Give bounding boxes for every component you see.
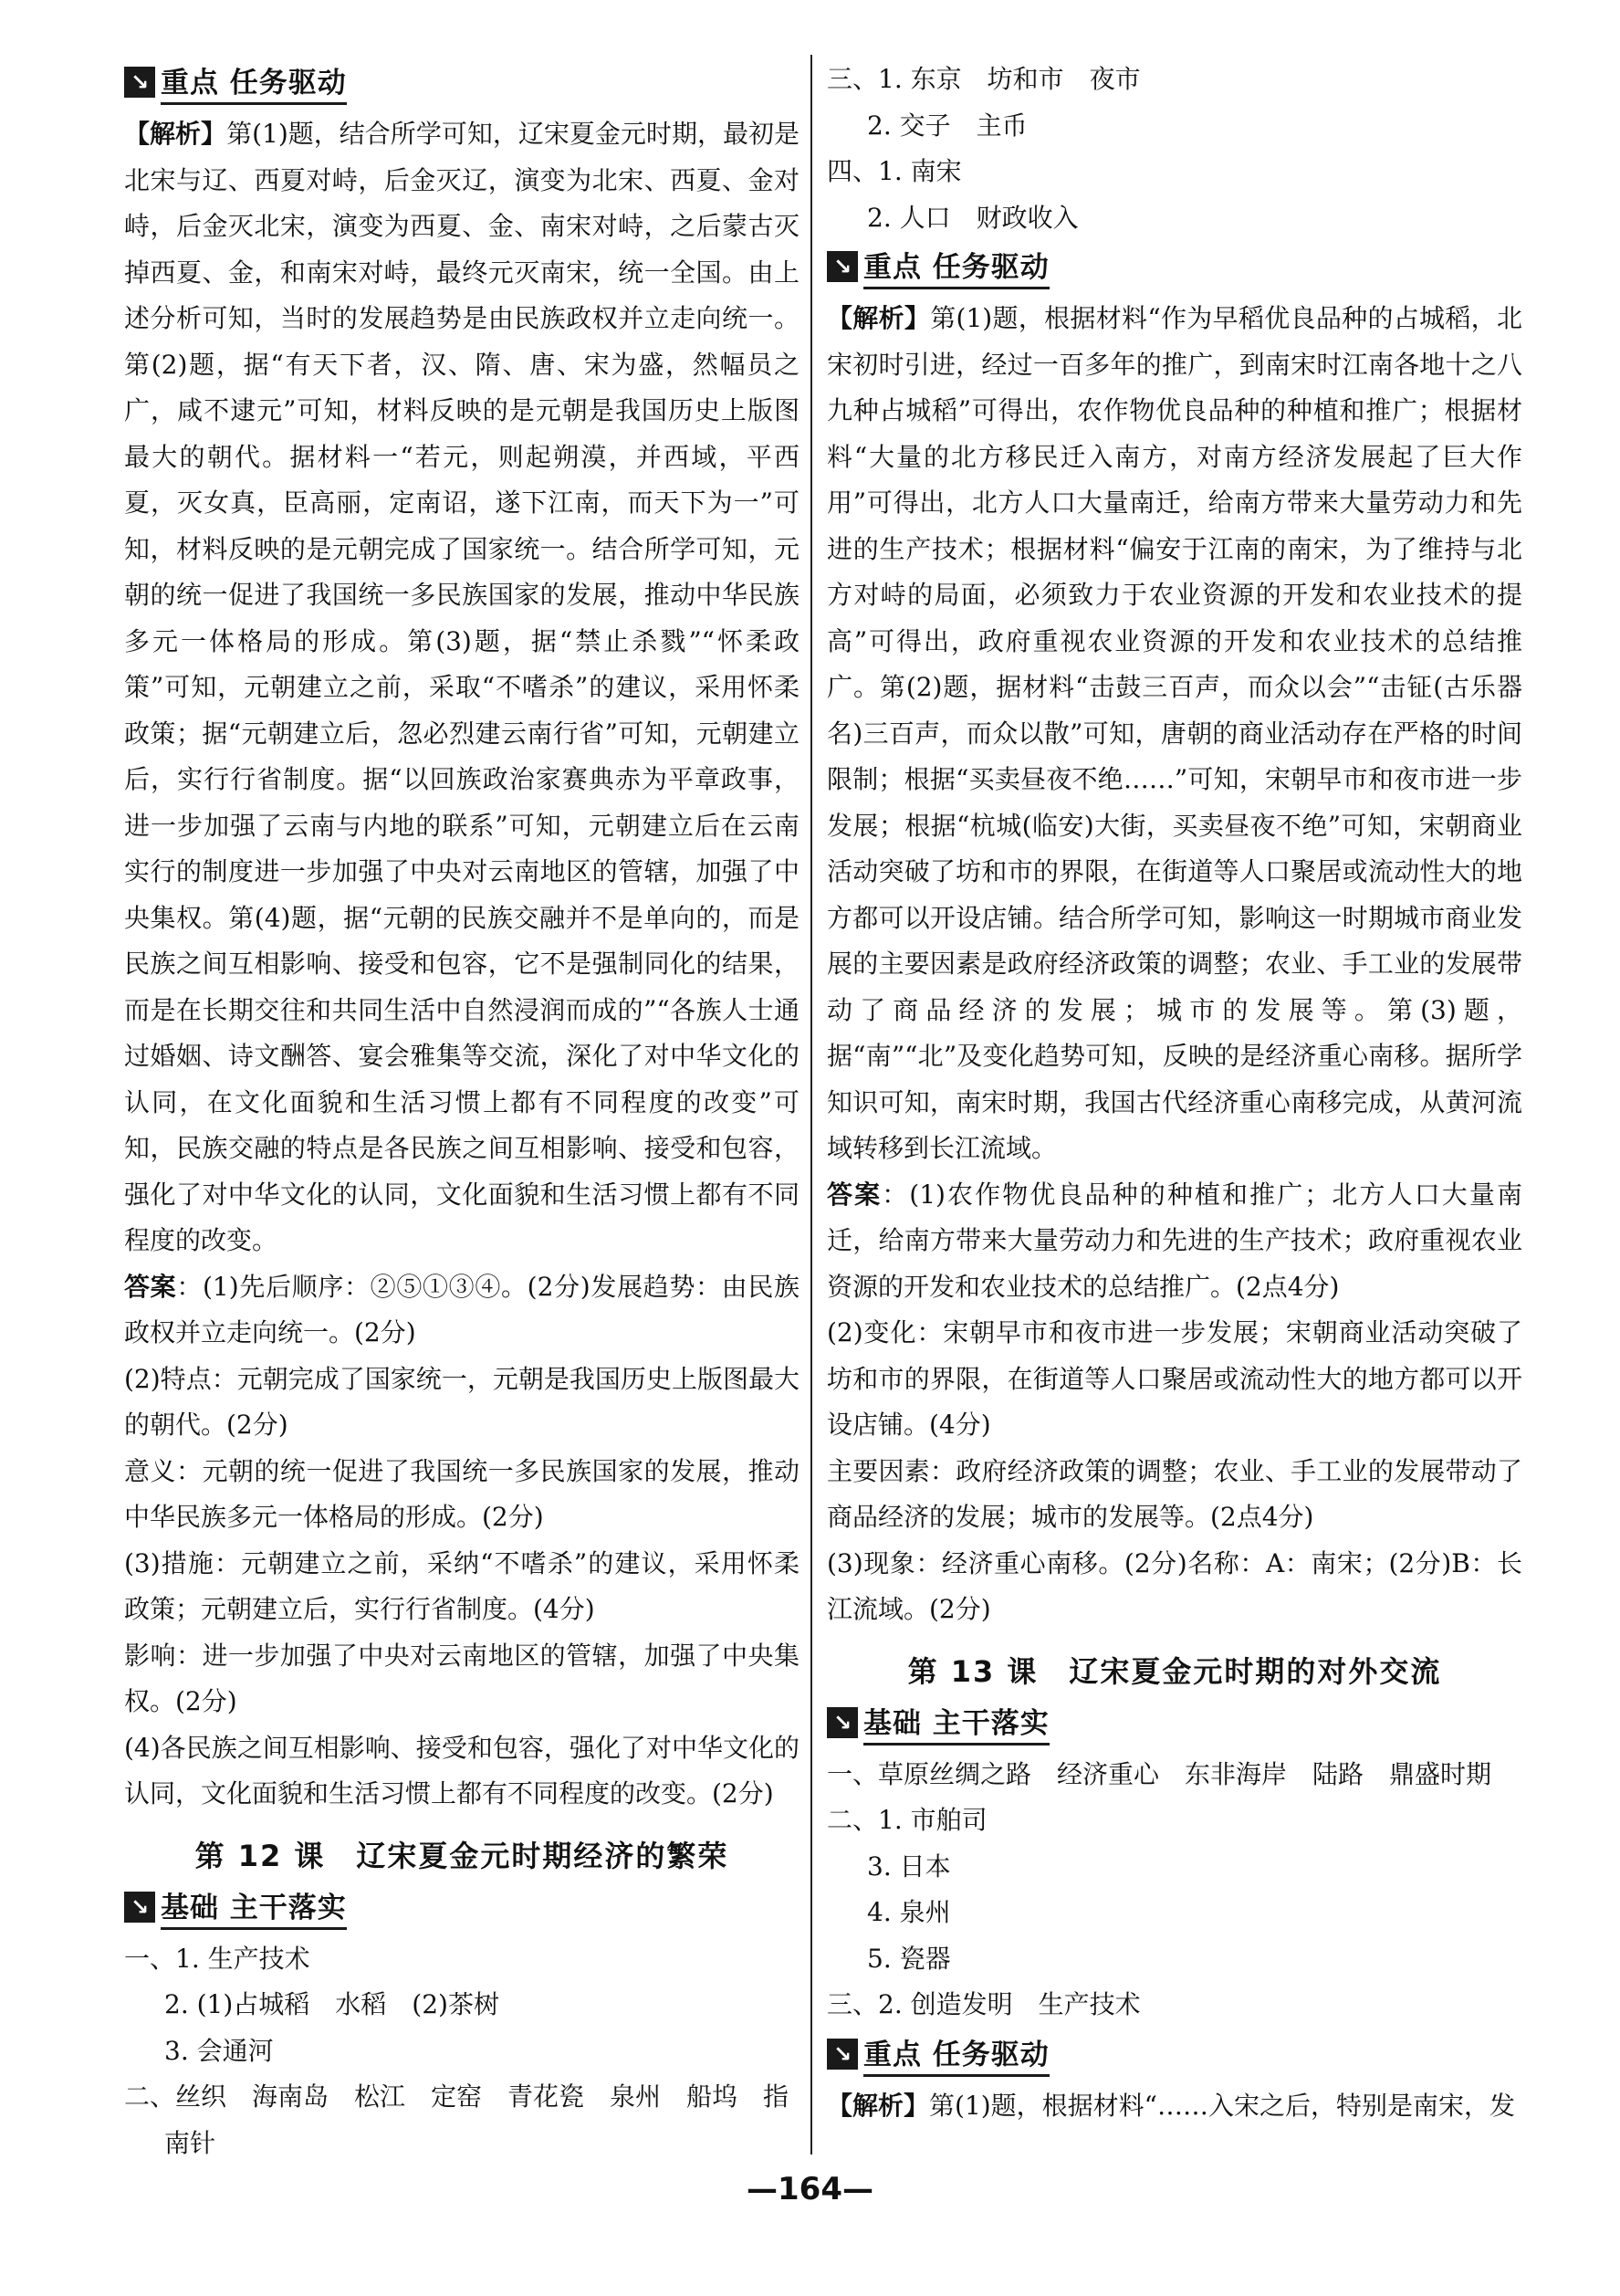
arrow-icon: ↘ <box>124 67 155 98</box>
right-column <box>827 57 1522 2129</box>
section-header-basics <box>827 1703 1522 1743</box>
list-item: 三、1. 东京 坊和市 夜市 <box>827 64 1141 94</box>
answer-2b: 意义：元朝的统一促进了我国统一多民族国家的发展，推动中华民族多元一体格局的形成。(2分) <box>124 1455 800 1532</box>
list-item: 2. (1)占城稻 水稻 (2)茶树 <box>164 1989 499 2019</box>
list-item: 二、1. 市舶司 <box>827 1805 988 1835</box>
list-item: 5. 瓷器 <box>867 1943 951 1974</box>
answer-label: 答案 <box>827 1179 883 1210</box>
answer-1-text: ：(1)农作物优良品种的种植和推广；北方人口大量南迁，给南方带来大量劳动力和先进的生产技术；政府重视农业资源的开发和农业技术的总结推广。(2点4分) <box>827 1179 1522 1302</box>
analysis-text: 第(1)题，根据材料“作为早稻优良品种的占城稻，北宋初时引进，经过一百多年的推广，到南宋时江南各地十之八九种占城稻”可得出，农作物优良品种的种植和推广；根据材料“大量的北方移民迁入南方，对南方经济发展起了巨大作用”可得出，北方人口大量南迁，给南方带来大量劳动力和先进的生产技术；根据材料“偏安于江南的南宋，为了维持与北方对峙的局面，必须致力于农业资源的开发和农业技术的提高”可得出，政府重视农业资源的开发和农业技术的总结推广。第(2)题，据材料“击鼓三百声，而众以会”“击钲(古乐器名)三百声，而众以散”可知，唐朝的商业活动存在严格的时间限制；根据“买卖昼夜不绝……”可知，宋朝早市和夜市进一步发展；根据“杭城(临安)大街，买卖昼夜不绝”可知，宋朝商业活动突破了坊和市的界限，在街道等人口聚居或流动性大的地方都可以开设店铺。结合所学可知，影响这一时期城市商业发展的主要因素是政府经济政策的调整；农业、手工业的发展带动了商品经济的发展；城市的发展等。第(3)题，据“南”“北”及变化趋势可知，反映的是经济重心南移。据所学知识可知，南宋时期，我国古代经济重心南移完成，从黄河流域转移到长江流域。 <box>827 303 1522 1163</box>
list-item: 3. 日本 <box>867 1850 951 1882</box>
arrow-icon: ↘ <box>827 251 858 282</box>
analysis-text: 第(1)题，根据材料“……入宋之后，特别是南宋，发 <box>929 2090 1515 2121</box>
arrow-icon: ↘ <box>827 1707 858 1738</box>
analysis-label: 【解析】 <box>124 119 227 149</box>
list-item: 四、1. 南宋 <box>827 156 962 186</box>
section-header-focus <box>827 246 1522 287</box>
section-header-label: 基础 主干落实 <box>161 1884 347 1930</box>
basics-list <box>124 1936 800 2167</box>
answer-4: (4)各民族之间互相影响、接受和包容，强化了对中华文化的认同，文化面貌和生活习惯上都有不同程度的改变。(2分) <box>124 1732 800 1808</box>
left-column <box>124 57 800 2166</box>
list-item: 二、丝织 海南岛 松江 定窑 青花瓷 泉州 船坞 指 <box>124 2081 789 2112</box>
analysis-text: 第(1)题，结合所学可知，辽宋夏金元时期，最初是北宋与辽、西夏对峙，后金灭辽，演变为北宋、西夏、金对峙，后金灭北宋，演变为西夏、金、南宋对峙，之后蒙古灭掉西夏、金，和南宋对峙，最终元灭南宋，统一全国。由上述分析可知，当时的发展趋势是由民族政权并立走向统一。第(2)题，据“有天下者，汉、隋、唐、宋为盛，然幅员之广，咸不逮元”可知，材料反映的是元朝是我国历史上版图最大的朝代。据材料一“若元，则起朔漠，并西域，平西夏，灭女真，臣高丽，定南诏，遂下江南，而天下为一”可知，材料反映的是元朝完成了国家统一。结合所学可知，元朝的统一促进了我国统一多民族国家的发展，推动中华民族多元一体格局的形成。第(3)题，据“禁止杀戮”“怀柔政策”可知，元朝建立之前，采取“不嗜杀”的建议，采用怀柔政策；据“元朝建立后，忽必烈建云南行省”可知，元朝建立后，实行行省制度。据“以回族政治家赛典赤为平章政事，进一步加强了云南与内地的联系”可知，元朝建立后在云南实行的制度进一步加强了中央对云南地区的管辖，加强了中央集权。第(4)题，据“元朝的民族交融并不是单向的，而是民族之间互相影响、接受和包容，它不是强制同化的结果，而是在长期交往和共同生活中自然浸润而成的”“各族人士通过婚姻、诗文酬答、宴会雅集等交流，深化了对中华文化的认同，在文化面貌和生活习惯上都有不同程度的改变”可知，民族交融的特点是各民族之间互相影响、接受和包容，强化了对中华文化的认同，文化面貌和生活习惯上都有不同程度的改变。 <box>124 119 800 1255</box>
answer-2a: (2)变化：宋朝早市和夜市进一步发展；宋朝商业活动突破了坊和市的界限，在街道等人口聚居或流动性大的地方都可以开设店铺。(4分) <box>827 1317 1522 1440</box>
list-item: 3. 会通河 <box>164 2035 274 2066</box>
answer-1-text: ：(1)先后顺序：②⑤①③④。(2分)发展趋势：由民族政权并立走向统一。(2分) <box>124 1271 800 1347</box>
section-header-basics <box>124 1887 800 1927</box>
analysis-paragraph-2 <box>827 2083 1522 2130</box>
section-header-label: 重点 任务驱动 <box>161 59 347 105</box>
section-header-label: 重点 任务驱动 <box>863 244 1050 289</box>
page-number: —164— <box>747 2171 873 2207</box>
list-item: 南针 <box>164 2127 216 2158</box>
section-header-focus <box>124 62 800 102</box>
answer-3: (3)现象：经济重心南移。(2分)名称：A：南宋；(2分)B：长江流域。(2分) <box>827 1547 1522 1624</box>
list-item: 一、草原丝绸之路 经济重心 东非海岸 陆路 鼎盛时期 <box>827 1758 1492 1789</box>
section-header-label: 重点 任务驱动 <box>863 2031 1050 2077</box>
answer-3b: 影响：进一步加强了中央对云南地区的管辖，加强了中央集权。(2分) <box>124 1640 800 1716</box>
section-header-label: 基础 主干落实 <box>863 1700 1050 1746</box>
list-item: 4. 泉州 <box>867 1897 951 1927</box>
analysis-paragraph <box>124 111 800 1264</box>
answer-3a: (3)措施：元朝建立之前，采纳“不嗜杀”的建议，采用怀柔政策；元朝建立后，实行行省制度。(4分) <box>124 1547 800 1624</box>
analysis-label: 【解析】 <box>827 303 931 333</box>
answer-2a: (2)特点：元朝完成了国家统一，元朝是我国历史上版图最大的朝代。(2分) <box>124 1363 800 1440</box>
list-item: 三、2. 创造发明 生产技术 <box>827 1989 1141 2019</box>
lesson-12-title: 第 12 课 辽宋夏金元时期经济的繁荣 <box>194 1838 729 1873</box>
answer-1 <box>124 1264 800 1357</box>
list-item: 2. 交子 主币 <box>867 110 1028 141</box>
arrow-icon: ↘ <box>827 2039 858 2070</box>
answer-1 <box>827 1172 1522 1311</box>
column-divider <box>810 55 812 2154</box>
list-item: 2. 人口 财政收入 <box>867 202 1079 233</box>
answer-2b: 主要因素：政府经济政策的调整；农业、手工业的发展带动了商品经济的发展；城市的发展等。(2点4分) <box>827 1455 1522 1532</box>
lesson-13-title: 第 13 课 辽宋夏金元时期的对外交流 <box>907 1653 1442 1689</box>
analysis-label: 【解析】 <box>827 2090 930 2121</box>
basics-list-continued <box>827 57 1522 241</box>
list-item: 一、1. 生产技术 <box>124 1943 310 1974</box>
analysis-paragraph <box>827 296 1522 1172</box>
section-header-focus-2 <box>827 2034 1522 2074</box>
arrow-icon: ↘ <box>124 1892 155 1923</box>
basics-list <box>827 1752 1522 2029</box>
answer-label: 答案 <box>124 1271 177 1302</box>
